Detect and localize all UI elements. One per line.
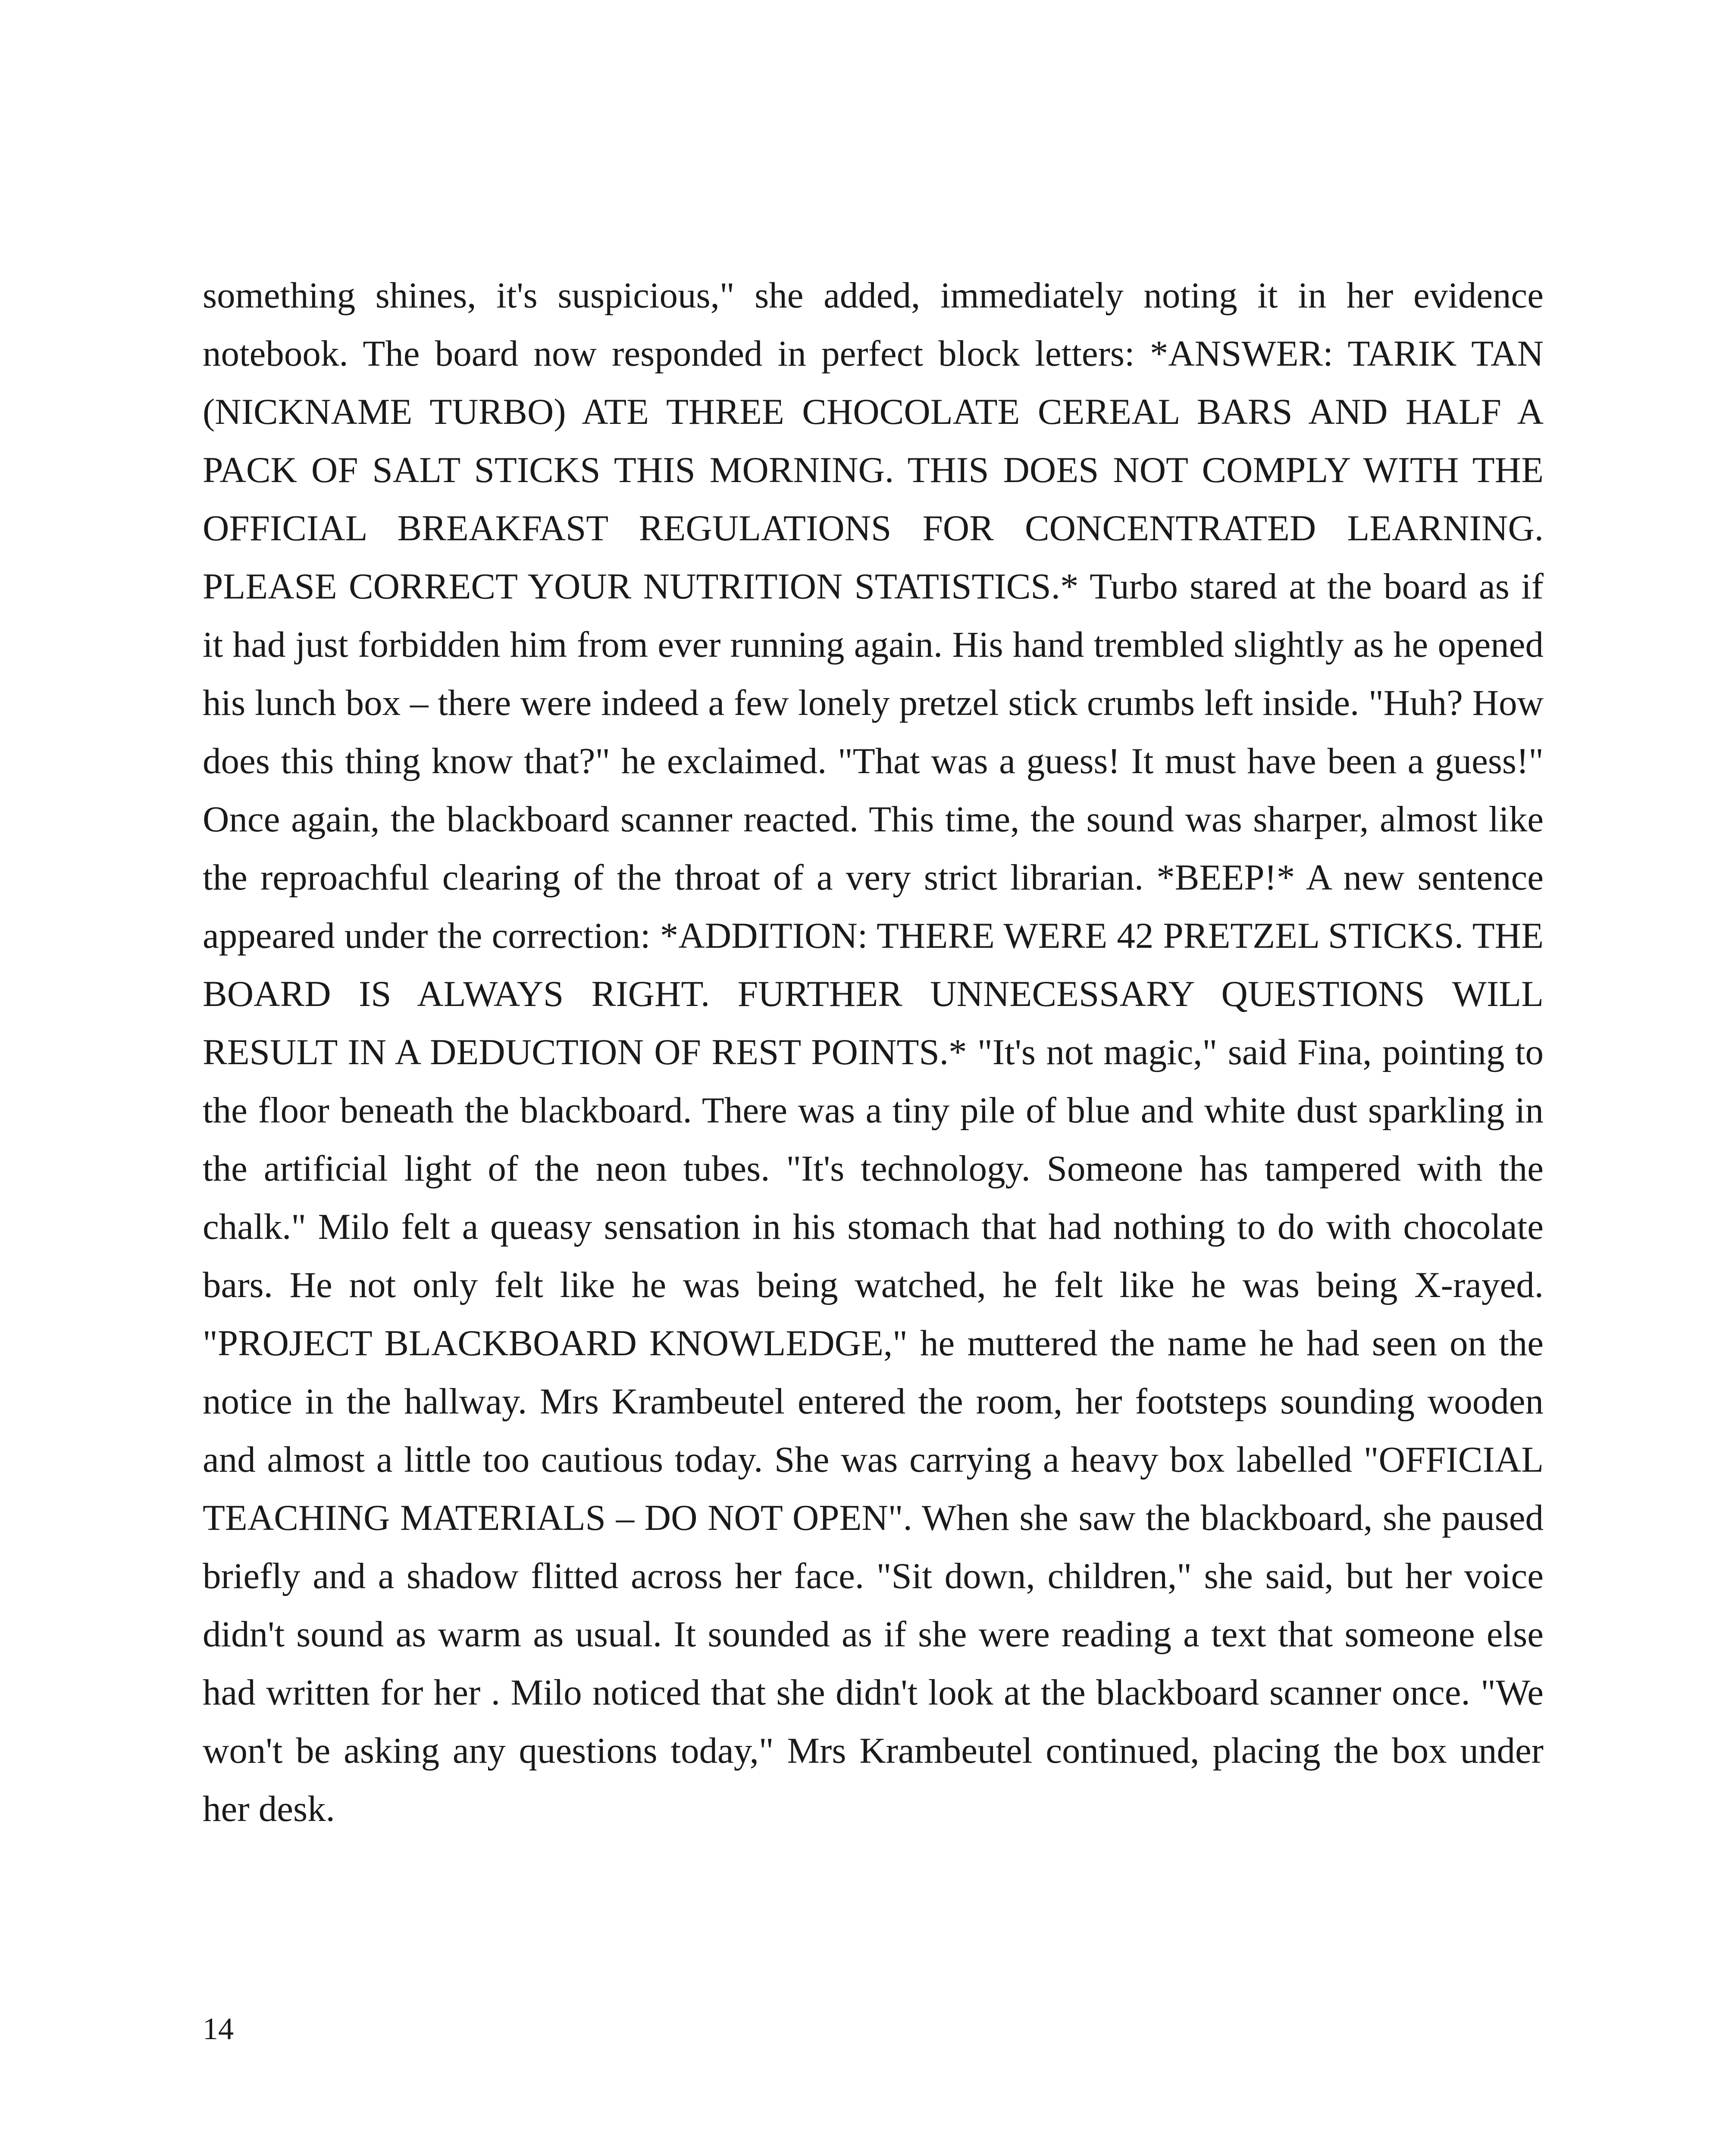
- page-number: 14: [203, 2012, 234, 2046]
- body-paragraph: something shines, it's suspicious," she added, immediately noting it in her evidence notebook. The board now responded in perfect block letters: *ANSWER: TARIK TAN (NICKNAME TURBO) ATE THREE CHOCOLATE CEREAL BARS AND HALF A PACK OF SALT STICKS THIS MORNING. THIS DOES NOT COMPLY WITH THE OFFICIAL BREAKFAST REGULATIONS FOR CONCENTRATED LEARNING. PLEASE CORRECT YOUR NUTRITION STATISTICS.* Turbo stared at the board as if it had just forbidden him from ever running again. His hand trembled slightly as he opened his lunch box – there were indeed a few lonely pretzel stick crumbs left inside. "Huh? How does this thing know that?" he exclaimed. "That was a guess! It must have been a guess!" Once again, the blackboard scanner reacted. This time, the sound was sharper, almost like the reproachful clearing of the throat of a very strict librarian. *BEEP!* A new sentence appeared under the correction: *ADDITION: THERE WERE 42 PRETZEL STICKS. THE BOARD IS ALWAYS RIGHT. FURTHER UNNECESSARY QUESTIONS WILL RESULT IN A DEDUCTION OF REST POINTS.* "It's not magic," said Fina, pointing to the floor beneath the blackboard. There was a tiny pile of blue and white dust sparkling in the artificial light of the neon tubes. "It's technology. Someone has tampered with the chalk." Milo felt a queasy sensation in his stomach that had nothing to do with chocolate bars. He not only felt like he was being watched, he felt like he was being X-rayed. "PROJECT BLACKBOARD KNOWLEDGE," he muttered the name he had seen on the notice in the hallway. Mrs Krambeutel entered the room, her footsteps sounding wooden and almost a little too cautious today. She was carrying a heavy box labelled "OFFICIAL TEACHING MATERIALS – DO NOT OPEN". When she saw the blackboard, she paused briefly and a shadow flitted across her face. "Sit down, children," she said, but her voice didn't sound as warm as usual. It sounded as if she were reading a text that someone else had written for her . Milo noticed that she didn't look at the blackboard scanner once. "We won't be asking any questions today," Mrs Krambeutel continued, placing the box under her desk.: [203, 275, 1544, 1829]
